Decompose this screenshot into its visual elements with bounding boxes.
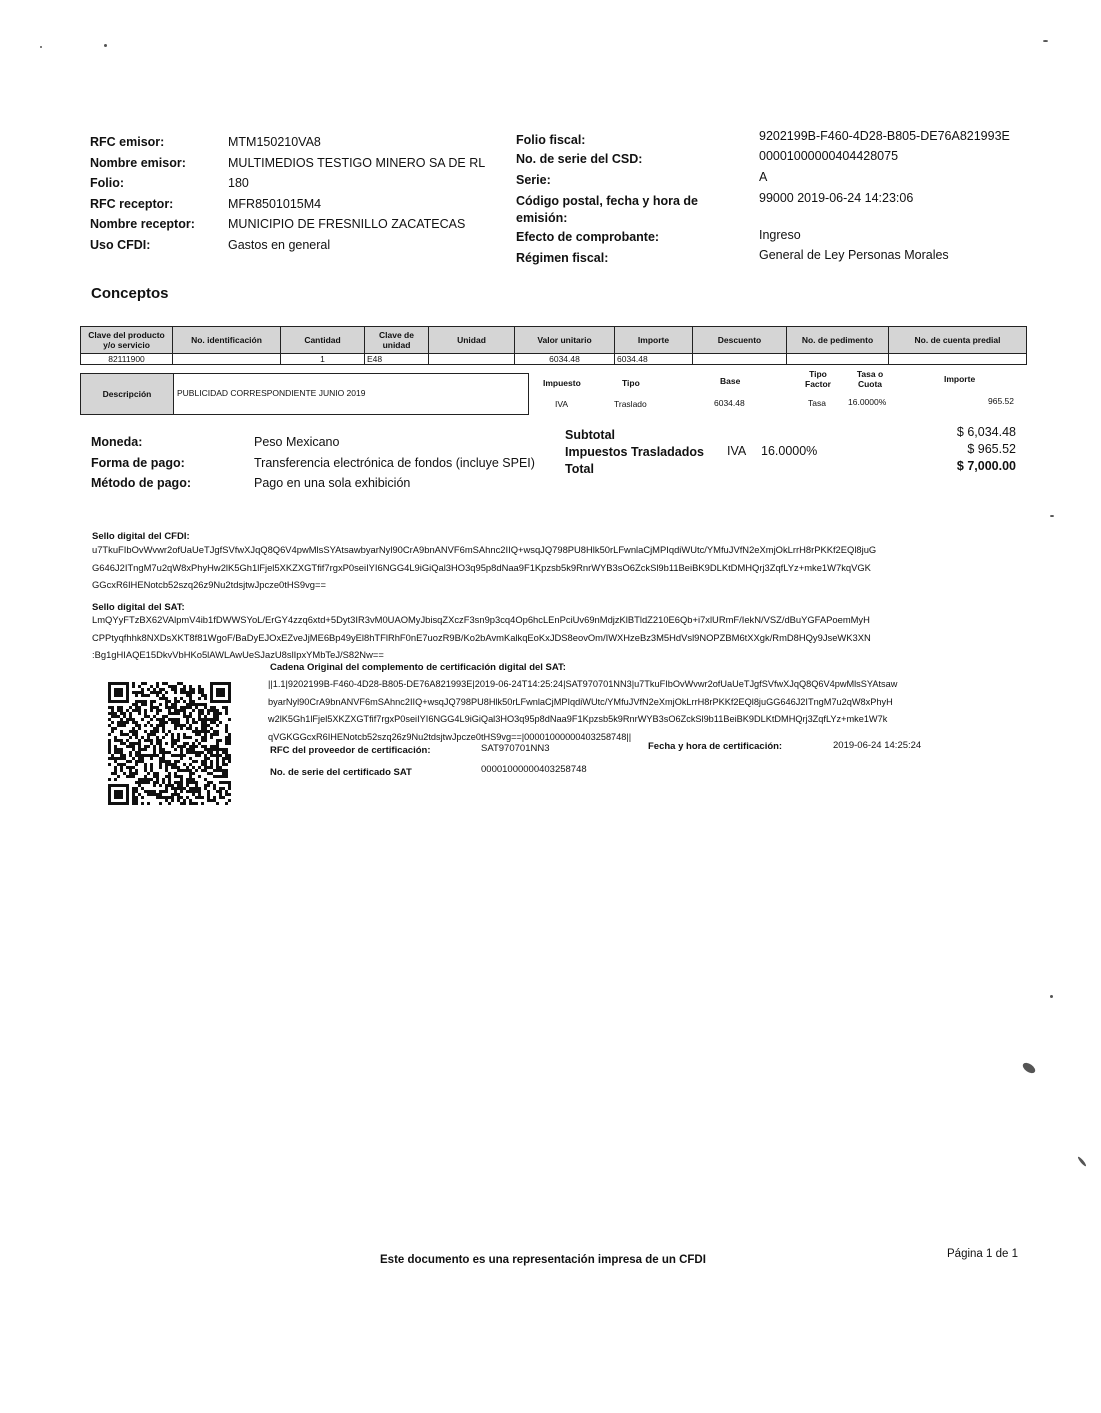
sello-sat-value (92, 611, 1032, 664)
col-header-unidad: Unidad (429, 327, 515, 354)
col-header-importe: Importe (615, 327, 693, 354)
rfc-receptor-value: MFR8501015M4 (228, 196, 322, 211)
impuestos-trasladados-label: Impuestos Trasladados (565, 445, 704, 459)
col-header-no-pedimento: No. de pedimento (787, 327, 889, 354)
payment-row (91, 432, 535, 453)
forma-pago-label: Forma de pago: (91, 455, 185, 470)
scan-speck (1050, 995, 1053, 998)
nombre-emisor-label: Nombre emisor: (90, 155, 186, 170)
tax-cell-tipo-factor: Tasa (808, 398, 826, 408)
scan-speck (104, 44, 107, 47)
regimen-label: Régimen fiscal: (516, 251, 609, 265)
col-header-cantidad: Cantidad (281, 327, 365, 354)
scan-speck (40, 46, 42, 48)
nombre-emisor-value: MULTIMEDIOS TESTIGO MINERO SA DE RL (228, 155, 486, 170)
forma-pago-value: Transferencia electrónica de fondos (incluye SPEI) (254, 455, 535, 470)
serie-csd-value: 00001000000404428075 (759, 149, 899, 163)
cadena-value (268, 676, 1038, 746)
descripcion-label: Descripción (81, 374, 174, 414)
payment-row (91, 473, 535, 494)
header-row (90, 153, 510, 174)
sello-sat-label: Sello digital del SAT: (92, 602, 185, 613)
cp-fecha-value: 99000 2019-06-24 14:23:06 (759, 191, 914, 205)
cell-unidad (429, 354, 515, 365)
cell-descuento (693, 354, 787, 365)
col-header-no-identificacion: No. identificación (173, 327, 281, 354)
fecha-certificacion-value: 2019-06-24 14:25:24 (833, 740, 922, 751)
nombre-receptor-label: Nombre receptor: (90, 217, 195, 231)
rfc-proveedor-label: RFC del proveedor de certificación: (270, 745, 431, 756)
scan-speck (1077, 1156, 1087, 1167)
payment-info (91, 432, 535, 494)
metodo-pago-label: Método de pago: (91, 476, 191, 490)
rfc-receptor-label: RFC receptor: (90, 196, 174, 211)
folio-fiscal-value: 9202199B-F460-4D28-B805-DE76A821993E (759, 129, 1010, 143)
regimen-value: General de Ley Personas Morales (759, 248, 949, 262)
cell-no-pedimento (787, 354, 889, 365)
nombre-receptor-value: MUNICIPIO DE FRESNILLO ZACATECAS (228, 217, 466, 231)
sello-cfdi-value (92, 541, 1032, 594)
sello-cfdi-label: Sello digital del CFDI: (92, 531, 190, 542)
table-header-row (81, 327, 1027, 354)
header-row (90, 214, 510, 235)
rfc-emisor-label: RFC emisor: (90, 135, 165, 149)
tax-cell-base: 6034.48 (714, 398, 745, 408)
total-value: $ 7,000.00 (956, 459, 1016, 473)
cell-cuenta-predial (889, 354, 1027, 365)
impuestos-tax-name: IVA (727, 444, 747, 458)
tax-cell-importe: 965.52 (988, 396, 1014, 406)
descripcion-box (80, 373, 529, 415)
tax-cell-tipo: Traslado (614, 399, 647, 409)
header-row (90, 194, 510, 215)
rfc-emisor-value: MTM150210VA8 (228, 135, 321, 149)
serie-csd-label: No. de serie del CSD: (516, 152, 643, 166)
col-header-clave-unidad: Clave de unidad (365, 327, 429, 354)
page-number: Página 1 de 1 (947, 1248, 1018, 1260)
concepts-table (80, 326, 1027, 365)
sello-sat-line: :Bg1gHIAQE15DkvVbHKo5lAWLAwUeSJazU8slIpxYMbTeJ/S82Nw== (92, 649, 384, 660)
payment-row (91, 453, 535, 474)
header-row (90, 235, 510, 256)
folio-fiscal-label: Folio fiscal: (516, 133, 586, 147)
scan-speck (1050, 515, 1054, 517)
table-row (81, 354, 1027, 365)
sello-cfdi-line: GGcxR6IHENotcb52szq26z9Nu2tdsjtwJpcze0tHS9vg== (92, 579, 326, 590)
total-label: Total (565, 462, 594, 476)
tax-header-base: Base (720, 376, 741, 386)
impuestos-tax-rate: 16.0000% (761, 444, 818, 458)
col-header-clave-producto: Clave del producto y/o servicio (81, 327, 173, 354)
subtotal-value: $ 6,034.48 (956, 425, 1016, 439)
sello-cfdi-line: G646J2ITngM7u2qW8xPhyHw2lK5Gh1lFjel5XKZXGTfif7rgxP0seiIYI6NGG4L9iGiQal3HO3q95p8dNaa9F1Kpzsb5k9RnrWYB3sO6ZckSl9b11BeiBK9DLKtDMHQrj3ZqfLYz+mke1W7kqVGK (92, 561, 871, 573)
cadena-line: byarNyl90CrA9bnANVF6mSAhnc2IIQ+wsqJQ798PU8Hlk50rLFwnlaCjMPIqdiWUtc/YMfuJVfN2eXmjOkLrrH8rPKKf2EQl8juGG646J2ITngM7u2qW8xPhyH (268, 696, 893, 707)
cell-valor-unitario: 6034.48 (515, 354, 615, 365)
serie-cert-sat-label: No. de serie del certificado SAT (270, 767, 412, 778)
col-header-descuento: Descuento (693, 327, 787, 354)
tax-header-tipo-factor: Tipo Factor (805, 369, 831, 389)
cadena-line: ||1.1|9202199B-F460-4D28-B805-DE76A821993E|2019-06-24T14:25:24|SAT970701NN3|u7TkuFIbOvWvwr2ofUaUeTJgfSVfwXJqQ8Q6V4pwMlsSYAtsaw (268, 679, 898, 689)
scan-speck (1021, 1061, 1037, 1076)
moneda-label: Moneda: (91, 435, 143, 449)
efecto-label: Efecto de comprobante: (516, 230, 660, 244)
moneda-value: Peso Mexicano (254, 435, 340, 449)
tax-header-impuesto: Impuesto (543, 378, 581, 388)
cp-fecha-label-line2: emisión: (516, 211, 568, 225)
header-row (90, 132, 510, 153)
col-header-valor-unitario: Valor unitario (515, 327, 615, 354)
folio-label: Folio: (90, 176, 125, 190)
sello-cfdi-line: u7TkuFIbOvWvwr2ofUaUeTJgfSVfwXJqQ8Q6V4pwMlsSYAtsawbyarNyl90CrA9bnANVF6mSAhnc2IIQ+wsqJQ798PU8Hlk50rLFwnlaCjMPIqdiWUtc/YMfuJVfN2eXmjOkLrrH8rPKKf2EQl8juG (92, 544, 877, 555)
uso-cfdi-label: Uso CFDI: (90, 237, 151, 252)
uso-cfdi-value: Gastos en general (228, 237, 331, 252)
header-left (90, 132, 510, 255)
cadena-line: w2lK5Gh1lFjel5XKZXGTfif7rgxP0seiIYI6NGG4L9iGiQal3HO3q95p8dNaa9F1Kpzsb5k9RnrWYB3sO6ZckSl9b11BeiBK9DLKtDMHQrj3ZqfLYz+mke1W7k (268, 714, 888, 724)
cp-fecha-label-line1: Código postal, fecha y hora de (516, 194, 698, 208)
folio-value: 180 (228, 176, 249, 190)
fecha-certificacion-label: Fecha y hora de certificación: (648, 741, 783, 752)
tax-cell-impuesto: IVA (555, 399, 569, 409)
cell-clave-producto: 82111900 (81, 354, 173, 365)
tax-header-tasa-cuota: Tasa o Cuota (856, 369, 884, 389)
subtotal-label: Subtotal (565, 428, 615, 442)
serie-value: A (759, 170, 768, 184)
cadena-label: Cadena Original del complemento de certificación digital del SAT: (270, 662, 566, 673)
cp-fecha-label (516, 193, 698, 227)
qr-code (106, 680, 234, 806)
cell-importe: 6034.48 (615, 354, 693, 365)
col-header-cuenta-predial: No. de cuenta predial (889, 327, 1027, 354)
cell-cantidad: 1 (281, 354, 365, 365)
rfc-proveedor-value: SAT970701NN3 (481, 743, 550, 754)
conceptos-title: Conceptos (91, 285, 169, 302)
scan-speck (1043, 40, 1048, 42)
impuestos-value: $ 965.52 (967, 442, 1016, 456)
tax-header-tipo: Tipo (622, 378, 640, 388)
descripcion-value: PUBLICIDAD CORRESPONDIENTE JUNIO 2019 (177, 388, 366, 398)
footer-note: Este documento es una representación impresa de un CFDI (380, 1254, 706, 1266)
sello-sat-line: CPPtyqfhhk8NXDsXKT8f81WgoF/BaDyEJOxEZveJjME6Bp49yEl8hTFlRhF0nE7uozR9B/Ko2bAvmKalkqEoKxJDS8eovOm/IWXHzeBz3M5HdVsl9NOPZBM6tXXgk/RmD8HQy9JseWK3XN (92, 631, 871, 643)
serie-cert-sat-value: 00001000000403258748 (481, 764, 587, 775)
header-row (90, 173, 510, 194)
cell-no-identificacion (173, 354, 281, 365)
tax-header-importe: Importe (944, 374, 976, 384)
tax-cell-tasa-cuota: 16.0000% (848, 397, 887, 407)
serie-label: Serie: (516, 173, 551, 187)
cadena-line: qVGKGGcxR6IHENotcb52szq26z9Nu2tdsjtwJpcze0tHS9vg==|00001000000403258748|| (268, 731, 632, 742)
cell-clave-unidad: E48 (365, 354, 429, 365)
efecto-value: Ingreso (759, 228, 801, 242)
metodo-pago-value: Pago en una sola exhibición (254, 476, 411, 490)
sello-sat-line: LmQYyFTzBX62VAlpmV4ib1fDWWSYoL/ErGY4zzq6xtd+5Dyt3IR3vM0UAOMyJbisqZXczF3sn9p3cq4Op6hcLEnPciUv69nMdjzKlBTldZ210E6Qb+i7xlURmF/IekN/VSZ/dBuYGFAPoemMyH (92, 614, 870, 625)
